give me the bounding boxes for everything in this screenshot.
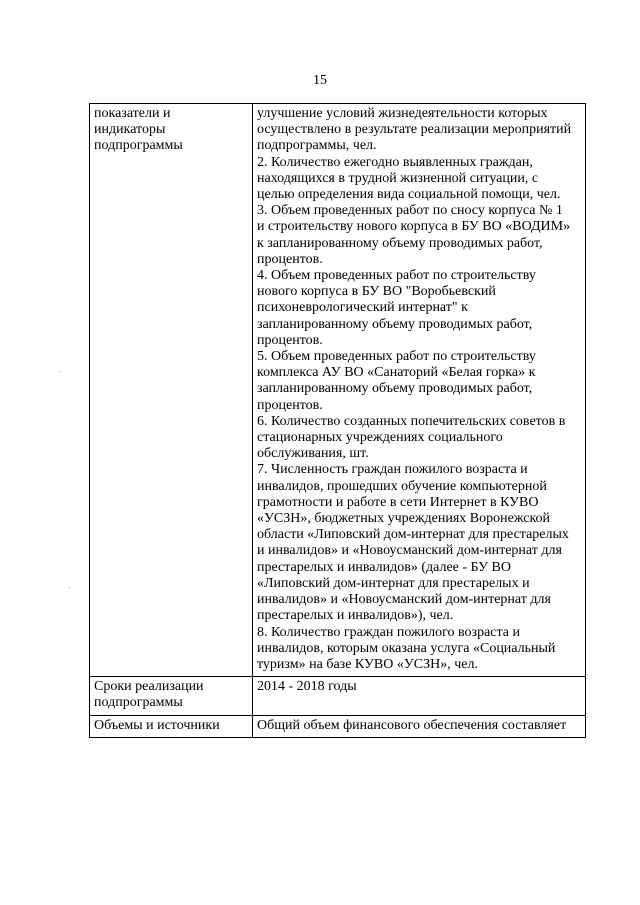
- label-line: Сроки реализации: [94, 679, 204, 695]
- label-line: Объемы и источники: [94, 717, 220, 733]
- value-line: 3. Объем проведенных работ по сносу корпуса № 1: [257, 203, 563, 219]
- value-line: находящихся в трудной жизненной ситуации, с: [257, 170, 539, 186]
- value-line: 6. Количество созданных попечительских советов в: [257, 413, 566, 429]
- value-line: процентов.: [257, 332, 323, 348]
- value-line: инвалидов» и «Новоусманский дом-интернат для: [257, 592, 551, 608]
- value-line: престарелых и инвалидов» (далее - БУ ВО: [257, 559, 511, 575]
- value-line: грамотности и работе в сети Интернет в КУВО: [257, 494, 539, 510]
- value-line: 8. Количество граждан пожилого возраста и: [257, 624, 520, 640]
- value-line: к запланированному объему проводимых работ,: [257, 235, 543, 251]
- value-line: процентов.: [257, 251, 323, 267]
- value-line: запланированному объему проводимых работ,: [257, 316, 533, 332]
- value-line: «УСЗН», бюджетных учреждениях Воронежской: [257, 511, 551, 527]
- value-line: улучшение условий жизнедеятельности которых: [257, 106, 548, 121]
- value-line: Общий объем финансового обеспечения составляет: [257, 717, 567, 733]
- table-row-timeline: [90, 677, 586, 715]
- value-line: престарелых и инвалидов»), чел.: [257, 608, 454, 624]
- label-line: подпрограммы: [94, 138, 183, 154]
- page-number: 15: [313, 73, 327, 88]
- value-line: и инвалидов» и «Новоусманский дом-интернат для: [257, 543, 562, 559]
- scan-speck: [69, 587, 70, 588]
- row-label-funding: [90, 715, 253, 737]
- scan-speck: [59, 371, 60, 372]
- value-line: подпрограммы, чел.: [257, 138, 377, 154]
- row-label-timeline: [90, 677, 253, 715]
- value-line: «Липовский дом-интернат для престарелых и: [257, 575, 530, 591]
- value-line: 2. Количество ежегодно выявленных граждан,: [257, 154, 533, 170]
- value-line: инвалидов, которым оказана услуга «Социальный: [257, 640, 556, 656]
- value-line: психоневрологический интернат" к: [257, 300, 468, 316]
- value-line: процентов.: [257, 397, 323, 413]
- value-line: 4. Объем проведенных работ по строительству: [257, 268, 536, 284]
- value-line: обслуживания, шт.: [257, 446, 369, 462]
- value-line: осуществлено в результате реализации мероприятий: [257, 122, 572, 138]
- label-line: подпрограммы: [94, 695, 183, 711]
- value-line: и строительству нового корпуса в БУ ВО «ВОДИМ»: [257, 219, 571, 235]
- value-line: 7. Численность граждан пожилого возраста и: [257, 462, 528, 478]
- value-line: области «Липовский дом-интернат для престарелых: [257, 527, 569, 543]
- row-label-indicators: [90, 104, 253, 677]
- row-value-indicators: [253, 104, 586, 677]
- value-line: запланированному объему проводимых работ,: [257, 381, 533, 397]
- value-line: стационарных учреждениях социального: [257, 430, 503, 446]
- value-line: туризм» на базе КУВО «УСЗН», чел.: [257, 656, 478, 672]
- value-line: 5. Объем проведенных работ по строительству: [257, 349, 536, 365]
- label-line: индикаторы: [94, 122, 166, 138]
- row-value-timeline: [253, 677, 586, 715]
- table-row-funding: [90, 715, 586, 737]
- label-line: показатели и: [94, 106, 171, 121]
- value-line: комплекса АУ ВО «Санаторий «Белая горка» к: [257, 365, 536, 381]
- value-line: 2014 - 2018 годы: [257, 679, 357, 695]
- table-row-indicators: [90, 104, 586, 677]
- value-line: нового корпуса в БУ ВО "Воробьевский: [257, 284, 496, 300]
- value-line: инвалидов, прошедших обучение компьютерной: [257, 478, 547, 494]
- value-line: целью определения вида социальной помощи, чел.: [257, 187, 561, 203]
- row-value-funding: [253, 715, 586, 737]
- subprogram-passport-table: [89, 103, 586, 738]
